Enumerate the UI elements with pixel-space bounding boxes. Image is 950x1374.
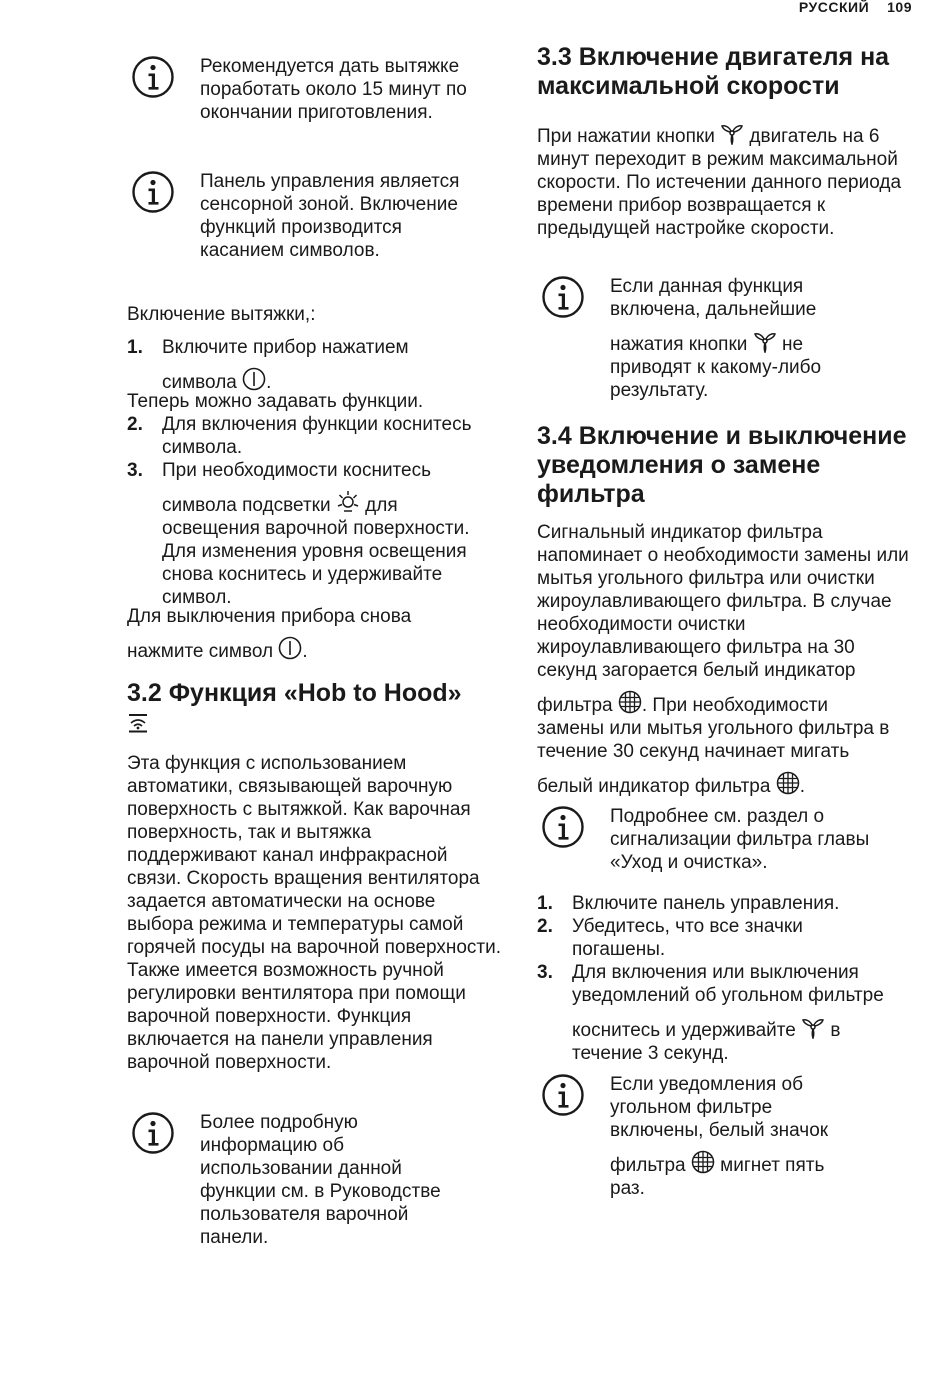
- note-text: не: [781, 334, 804, 355]
- item-text: в: [830, 1020, 841, 1041]
- item-text: При необходимости коснитесь: [162, 460, 432, 481]
- note-text: Если уведомления об угольном фильтре включены, белый значок: [610, 1074, 829, 1141]
- fan-icon: [753, 329, 777, 353]
- note-text: Рекомендуется дать вытяжке поработать около 15 минут по окончании приготовления.: [200, 56, 467, 123]
- item-text: .: [266, 372, 272, 393]
- light-icon: [336, 490, 360, 514]
- item-text: освещения варочной поверхности. Для изменения уровня освещения снова коснитесь и удерживайте символ.: [162, 518, 470, 608]
- item-number: 1.: [127, 337, 143, 358]
- item-text: Для включения или выключения уведомлений об угольном фильтре: [572, 962, 884, 1006]
- filter-icon: [691, 1150, 715, 1174]
- body-text: белый индикатор фильтра: [537, 776, 771, 797]
- hob-to-hood-icon: [127, 712, 149, 734]
- info-icon: [541, 275, 585, 319]
- body-text: Сигнальный индикатор фильтра напоминает о необходимости замены или мытья угольного фильтра или очистки жироулавливающего фильтра. В случае необходимости очистки жироулавливающего фильтра на 30 секунд загорается белый индикатор: [537, 522, 909, 681]
- item-text: символа: [162, 372, 237, 393]
- note-text: нажатия кнопки: [610, 334, 748, 355]
- info-icon: [131, 170, 175, 214]
- fan-icon: [801, 1015, 825, 1039]
- section-3-4-body: [537, 521, 917, 798]
- item-number: 2.: [537, 916, 553, 937]
- filter-icon: [776, 771, 800, 795]
- switch-off-line: .: [302, 641, 308, 662]
- filter-icon: [618, 690, 642, 714]
- page-number: 109: [887, 0, 912, 15]
- switch-off-line: нажмите символ: [127, 641, 274, 662]
- body-text: минут переходит в режим максимальной скорости. По истечении данного периода времени прибор возвращается к предыдущей настройке скорости.: [537, 149, 902, 239]
- section-3-3-body: [537, 121, 917, 240]
- note-text: приводят к какому-либо результату.: [610, 357, 822, 401]
- item-text: Включите панель управления.: [572, 893, 840, 914]
- body-text: При нажатии кнопки: [537, 126, 715, 147]
- item-text: Для включения функции коснитесь символа.: [162, 414, 472, 458]
- item-text: символа подсветки: [162, 495, 331, 516]
- list-item: [127, 336, 505, 393]
- note-text: фильтра: [610, 1155, 686, 1176]
- item-number: 3.: [537, 962, 553, 983]
- note-text: Подробнее см. раздел о сигнализации фильтра главы «Уход и очистка».: [610, 806, 870, 873]
- info-icon: [541, 1073, 585, 1117]
- section-heading-3-2: 3.2 Функция «Hob to Hood»: [127, 679, 462, 707]
- switch-off-text: [127, 605, 505, 663]
- info-icon: [541, 805, 585, 849]
- section-heading-3-3: 3.3 Включение двигателя на максимальной скорости: [537, 43, 890, 100]
- item-text: Включите прибор нажатием: [162, 337, 409, 358]
- info-icon: [131, 1111, 175, 1155]
- section-heading-3-4: 3.4 Включение и выключение уведомления о замене фильтра: [537, 422, 907, 508]
- power-icon: [242, 367, 266, 391]
- item-number: 3.: [127, 460, 143, 481]
- body-text: . При необходимости: [641, 695, 829, 716]
- intro-text: Включение вытяжки,:: [127, 304, 316, 325]
- item-text: течение 3 секунд.: [572, 1043, 729, 1064]
- item-number: 2.: [127, 414, 143, 435]
- item-text: для: [365, 495, 398, 516]
- switch-off-line: Для выключения прибора снова: [127, 606, 412, 627]
- power-icon: [278, 636, 302, 660]
- item-text: Убедитесь, что все значки погашены.: [572, 916, 803, 960]
- body-text: замены или мытья угольного фильтра в течение 30 секунд начинает мигать: [537, 718, 890, 762]
- body-text: .: [799, 776, 805, 797]
- section-3-2-body: Эта функция с использованием автоматики, связывающей варочную поверхность с вытяжкой. Как варочная поверхность, так и вытяжка поддерживают канал инфракрасной связи. Скорость вращения вентилятора задается автоматически на основе выбора режима и температуры самой горячей посуды на варочной поверхности. Также имеется возможность ручной регулировки вентилятора при помощи варочной поверхности. Функция включается на панели управления варочной поверхности.: [127, 753, 501, 1073]
- item-number: 1.: [537, 893, 553, 914]
- note-text: Если данная функция включена, дальнейшие: [610, 276, 817, 320]
- header-language: РУССКИЙ: [798, 0, 870, 15]
- note-text: Более подробную информацию об использовании данной функции см. в Руководстве пользователя варочной панели.: [200, 1112, 441, 1248]
- note-text: раз.: [610, 1178, 645, 1199]
- body-text: двигатель на 6: [749, 126, 880, 147]
- info-icon: [131, 55, 175, 99]
- body-text: фильтра: [537, 695, 613, 716]
- after-step-text: Теперь можно задавать функции.: [127, 391, 424, 412]
- note-text: мигнет пять: [720, 1155, 825, 1176]
- fan-icon: [720, 121, 744, 145]
- item-text: коснитесь и удерживайте: [572, 1020, 796, 1041]
- page-header: [781, 0, 912, 14]
- note-text: Панель управления является сенсорной зоной. Включение функций производится касанием символов.: [200, 171, 460, 261]
